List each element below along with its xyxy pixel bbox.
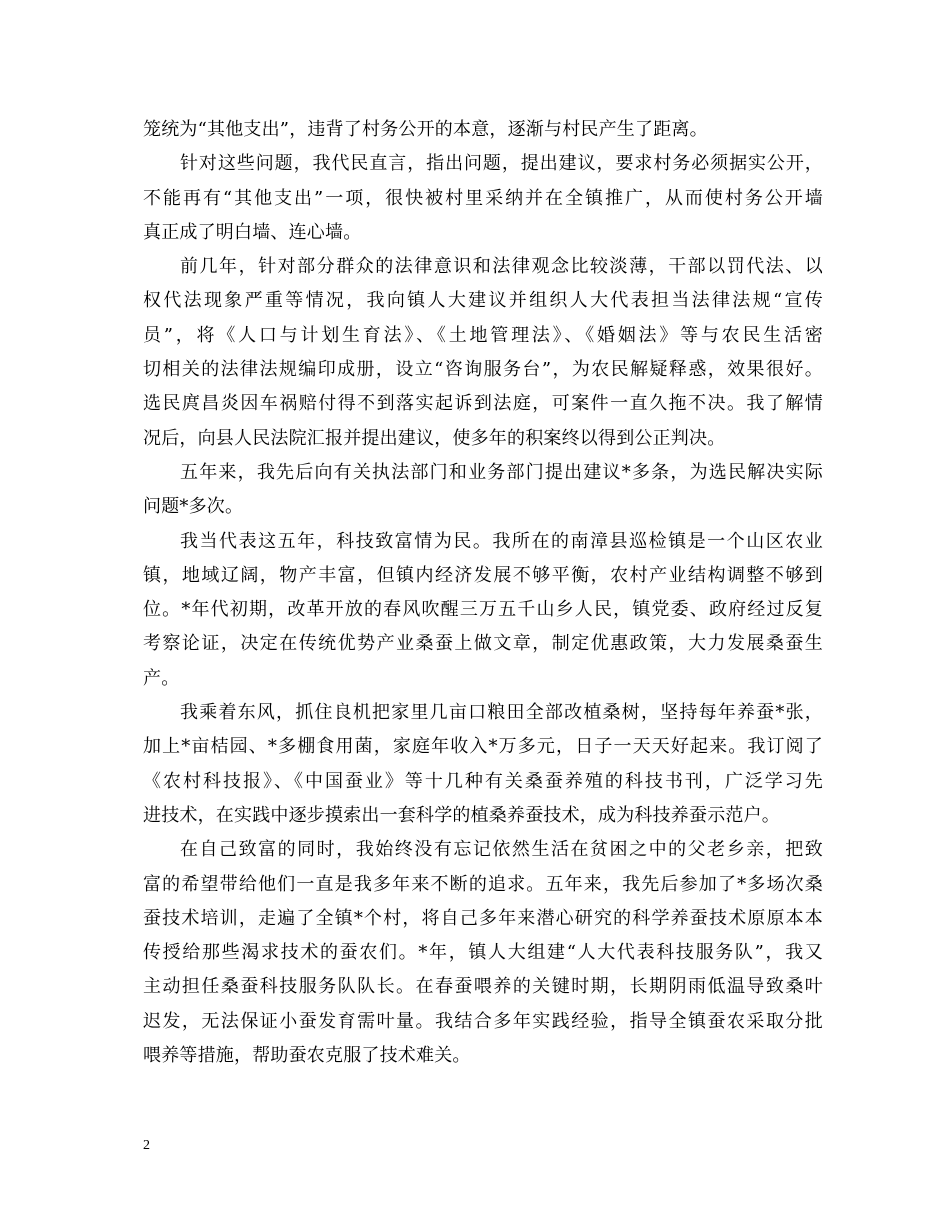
text-line: 考察论证，决定在传统优势产业桑蚕上做文章，制定优惠政策，大力发展桑蚕生	[143, 633, 823, 655]
text-line: 前几年，针对部分群众的法律意识和法律观念比较淡薄，干部以罚代法、以	[180, 256, 823, 278]
text-line: 针对这些问题，我代民直言，指出问题，提出建议，要求村务必须据实公开，	[180, 153, 823, 175]
text-line: 我乘着东风，抓住良机把家里几亩口粮田全部改植桑树，坚持每年养蚕*张，	[180, 702, 823, 724]
text-line: 镇，地域辽阔，物产丰富，但镇内经济发展不够平衡，农村产业结构调整不够到	[143, 564, 823, 586]
text-line: 员”，将《人口与计划生育法》、《土地管理法》、《婚姻法》等与农民生活密	[143, 324, 823, 346]
body-text	[143, 113, 823, 1073]
page-number: 2	[143, 1138, 150, 1153]
text-line: 加上*亩桔园、*多棚食用菌，家庭年收入*万多元，日子一天天好起来。我订阅了	[143, 736, 823, 758]
text-line: 问题*多次。	[143, 496, 244, 518]
text-line: 产。	[143, 667, 180, 689]
text-line: 五年来，我先后向有关执法部门和业务部门提出建议*多条，为选民解决实际	[180, 461, 823, 483]
text-line: 主动担任桑蚕科技服务队队长。在春蚕喂养的关键时期，长期阴雨低温导致桑叶	[143, 976, 823, 998]
text-line: 位。*年代初期，改革开放的春风吹醒三万五千山乡人民，镇党委、政府经过反复	[143, 599, 823, 621]
text-line: 富的希望带给他们一直是我多年来不断的追求。五年来，我先后参加了*多场次桑	[143, 873, 823, 895]
text-line: 不能再有“其他支出”一项，很快被村里采纳并在全镇推广，从而使村务公开墙	[143, 187, 823, 209]
text-line: 选民庹昌炎因车祸赔付得不到落实起诉到法庭，可案件一直久拖不决。我了解情	[143, 393, 823, 415]
text-line: 在自己致富的同时，我始终没有忘记依然生活在贫困之中的父老乡亲，把致	[180, 839, 823, 861]
text-line: 迟发，无法保证小蚕发育需叶量。我结合多年实践经验，指导全镇蚕农采取分批	[143, 1010, 823, 1032]
text-line: 喂养等措施，帮助蚕农克服了技术难关。	[143, 1045, 471, 1067]
text-line: 进技术，在实践中逐步摸索出一套科学的植桑养蚕技术，成为科技养蚕示范户。	[143, 804, 780, 826]
text-line: 传授给那些渴求技术的蚕农们。*年，镇人大组建“人大代表科技服务队”，我又	[143, 942, 823, 964]
text-line: 切相关的法律法规编印成册，设立“咨询服务台”，为农民解疑释惑，效果很好。	[143, 359, 823, 381]
text-line: 我当代表这五年，科技致富情为民。我所在的南漳县巡检镇是一个山区农业	[180, 530, 823, 552]
text-line: 《农村科技报》、《中国蚕业》等十几种有关桑蚕养殖的科技书刊，广泛学习先	[143, 770, 823, 792]
text-line: 权代法现象严重等情况，我向镇人大建议并组织人大代表担当法律法规“宣传	[143, 290, 823, 312]
text-line: 况后，向县人民法院汇报并提出建议，使多年的积案终以得到公正判决。	[143, 427, 726, 449]
text-line: 笼统为“其他支出”，违背了村务公开的本意，逐渐与村民产生了距离。	[143, 119, 708, 140]
text-line: 蚕技术培训，走遍了全镇*个村，将自己多年来潜心研究的科学养蚕技术原原本本	[143, 907, 823, 929]
text-line: 真正成了明白墙、连心墙。	[143, 221, 362, 243]
